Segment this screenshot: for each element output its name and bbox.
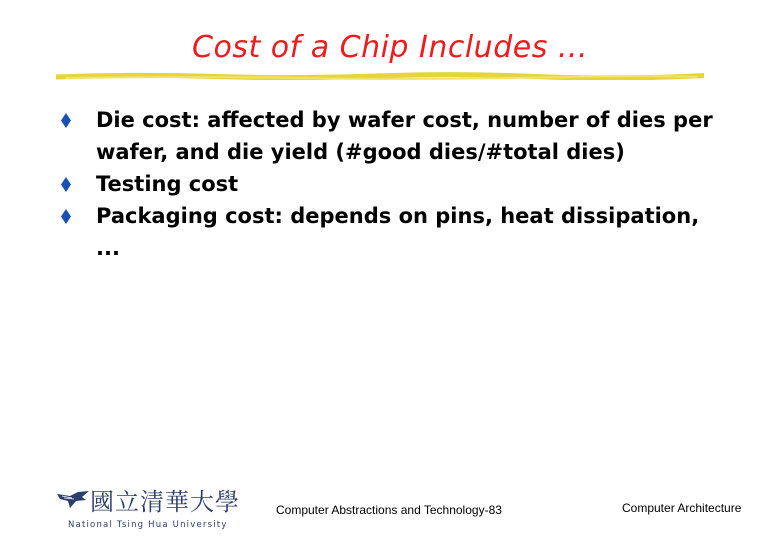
bullet-item-die-cost <box>60 104 740 168</box>
diamond-bullet-icon <box>60 209 72 224</box>
title-underline <box>56 72 704 80</box>
bullet-item-testing-cost <box>60 168 740 200</box>
footer-course-title: Computer Architecture <box>622 501 742 515</box>
logo-chinese-name: 國立清華大學 <box>90 488 240 516</box>
diamond-bullet-icon <box>60 177 72 192</box>
bullet-text-line: Testing cost <box>96 172 239 196</box>
bullet-text-line: ... <box>96 236 120 260</box>
bird-emblem-icon <box>56 488 90 512</box>
footer-slide-label: Computer Abstractions and Technology-83 <box>276 503 502 517</box>
bullet-item-packaging-cost <box>60 200 740 264</box>
logo-english-name: National Tsing Hua University <box>68 520 228 530</box>
university-logo <box>56 488 240 534</box>
bullet-text-line: Die cost: affected by wafer cost, number of dies per <box>96 108 713 132</box>
bullet-text-line: wafer, and die yield (#good dies/#total dies) <box>96 140 625 164</box>
diamond-bullet-icon <box>60 113 72 128</box>
slide-title: Cost of a Chip Includes ... <box>192 30 588 65</box>
bullet-text-line: Packaging cost: depends on pins, heat dissipation, <box>96 204 700 228</box>
bullet-list <box>60 104 740 264</box>
